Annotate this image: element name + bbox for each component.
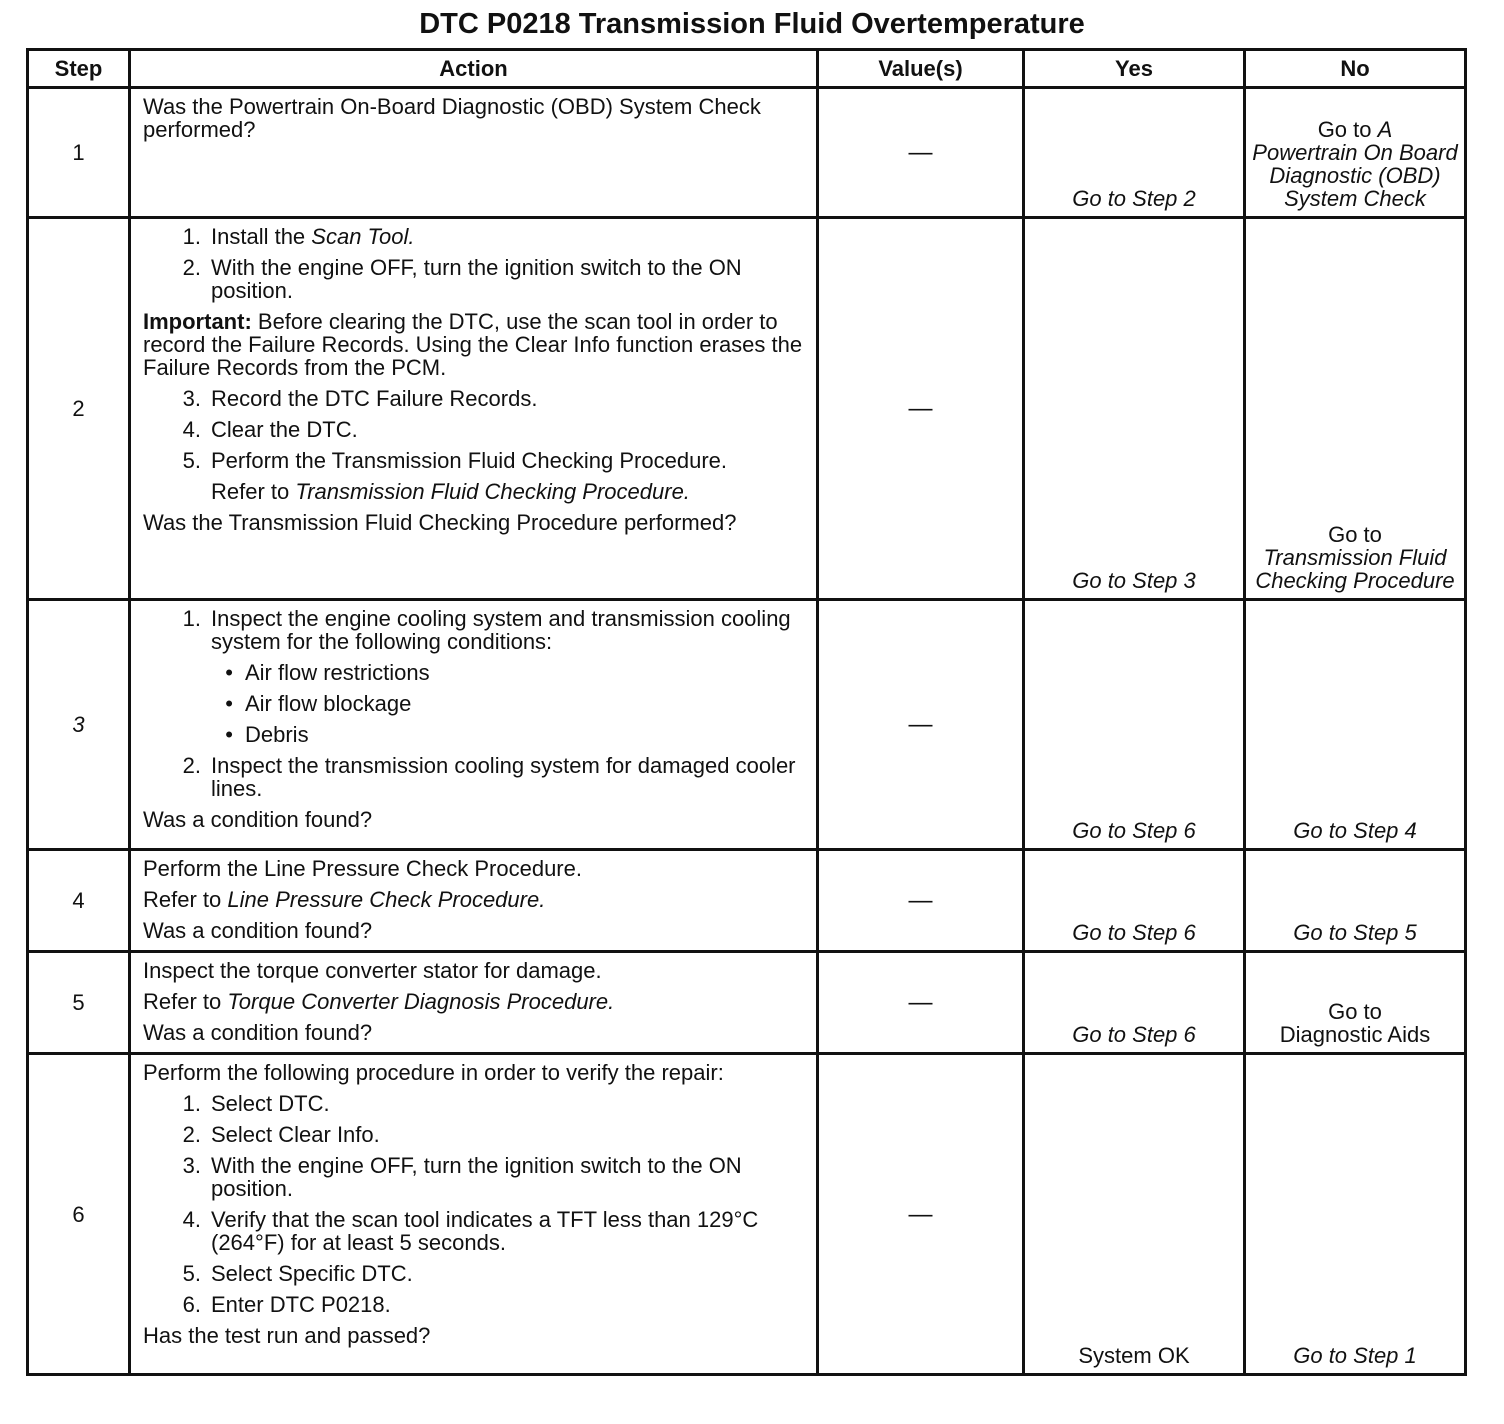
diagnostic-table bbox=[26, 48, 1467, 1376]
list-number: 1. bbox=[182, 606, 201, 631]
no-prefix: Go to bbox=[1317, 117, 1372, 142]
list-text: Enter DTC P0218. bbox=[211, 1292, 391, 1317]
bullet-icon: • bbox=[225, 660, 233, 685]
action-cell bbox=[130, 952, 818, 1054]
list-number: 5. bbox=[182, 448, 201, 473]
important-text: Before clearing the DTC, use the scan tool in order to record the Failure Records. Using the Clear Info function erases the Failure Records from the PCM. bbox=[143, 309, 803, 380]
table-row bbox=[28, 850, 1466, 952]
list-text: Install the bbox=[211, 224, 306, 249]
list-number: 2. bbox=[182, 1122, 201, 1147]
value-cell: — bbox=[818, 1054, 1024, 1375]
refer-text: Refer to bbox=[143, 989, 222, 1014]
reference-link[interactable]: Torque Converter Diagnosis Procedure. bbox=[227, 989, 615, 1014]
list-text: Select DTC. bbox=[211, 1091, 330, 1116]
refer-text: Refer to bbox=[211, 479, 290, 504]
list-number: 2. bbox=[182, 753, 201, 778]
bullet-icon: • bbox=[225, 691, 233, 716]
header-no: No bbox=[1245, 50, 1466, 88]
action-cell bbox=[130, 850, 818, 952]
no-link[interactable] bbox=[1245, 218, 1466, 600]
no-ref: Diagnostic Aids bbox=[1279, 1022, 1431, 1047]
bullet-text: Air flow restrictions bbox=[245, 660, 430, 685]
yes-link[interactable]: System OK bbox=[1024, 1054, 1245, 1375]
no-prefix: Go to bbox=[1328, 999, 1382, 1024]
no-link[interactable]: Go to Step 1 bbox=[1245, 1054, 1466, 1375]
no-ref: Powertrain On Board Diagnostic (OBD) System Check bbox=[1252, 140, 1458, 211]
header-step: Step bbox=[28, 50, 130, 88]
yes-link[interactable]: Go to Step 6 bbox=[1024, 600, 1245, 850]
no-link[interactable]: Go to Step 4 bbox=[1245, 600, 1466, 850]
list-number: 4. bbox=[182, 417, 201, 442]
list-number: 1. bbox=[182, 1091, 201, 1116]
list-text: Perform the Transmission Fluid Checking Procedure. bbox=[211, 448, 727, 473]
refer-text: Refer to bbox=[143, 887, 222, 912]
list-text: With the engine OFF, turn the ignition switch to the ON position. bbox=[211, 1153, 742, 1201]
important-label: Important: bbox=[143, 309, 252, 334]
step-number: 6 bbox=[28, 1054, 130, 1375]
list-text: With the engine OFF, turn the ignition switch to the ON position. bbox=[211, 255, 742, 303]
yes-link[interactable]: Go to Step 6 bbox=[1024, 952, 1245, 1054]
yes-link[interactable]: Go to Step 3 bbox=[1024, 218, 1245, 600]
yes-link[interactable]: Go to Step 6 bbox=[1024, 850, 1245, 952]
reference-link[interactable]: Line Pressure Check Procedure. bbox=[227, 887, 546, 912]
question-text: Was the Transmission Fluid Checking Procedure performed? bbox=[143, 510, 737, 535]
table-row bbox=[28, 88, 1466, 218]
no-ref-article: A bbox=[1377, 117, 1393, 142]
list-number: 6. bbox=[182, 1292, 201, 1317]
reference-link[interactable]: Scan Tool. bbox=[311, 224, 415, 249]
header-values: Value(s) bbox=[818, 50, 1024, 88]
table-row bbox=[28, 600, 1466, 850]
action-cell bbox=[130, 600, 818, 850]
action-text: Perform the Line Pressure Check Procedure. bbox=[143, 856, 582, 881]
question-text: Was the Powertrain On-Board Diagnostic (OBD) System Check performed? bbox=[143, 94, 761, 142]
action-cell bbox=[130, 88, 818, 218]
bullet-text: Debris bbox=[245, 722, 309, 747]
list-text: Select Clear Info. bbox=[211, 1122, 380, 1147]
list-text: Clear the DTC. bbox=[211, 417, 358, 442]
question-text: Was a condition found? bbox=[143, 807, 373, 832]
action-cell bbox=[130, 1054, 818, 1375]
action-text: Perform the following procedure in order to verify the repair: bbox=[143, 1060, 724, 1085]
page-title: DTC P0218 Transmission Fluid Overtemperature bbox=[419, 8, 1085, 40]
value-cell: — bbox=[818, 600, 1024, 850]
step-number: 5 bbox=[28, 952, 130, 1054]
list-number: 2. bbox=[182, 255, 201, 280]
no-prefix: Go to bbox=[1328, 522, 1382, 547]
list-text: Select Specific DTC. bbox=[211, 1261, 413, 1286]
bullet-icon: • bbox=[225, 722, 233, 747]
value-cell: — bbox=[818, 850, 1024, 952]
step-number: 2 bbox=[28, 218, 130, 600]
header-action: Action bbox=[130, 50, 818, 88]
value-cell: — bbox=[818, 88, 1024, 218]
list-number: 3. bbox=[182, 1153, 201, 1178]
yes-link[interactable]: Go to Step 2 bbox=[1024, 88, 1245, 218]
list-text: Inspect the engine cooling system and transmission cooling system for the following conditions: bbox=[211, 606, 791, 654]
reference-link[interactable]: Transmission Fluid Checking Procedure. bbox=[295, 479, 690, 504]
list-number: 4. bbox=[182, 1207, 201, 1232]
action-cell bbox=[130, 218, 818, 600]
no-link[interactable]: Go to Step 5 bbox=[1245, 850, 1466, 952]
list-number: 3. bbox=[182, 386, 201, 411]
bullet-text: Air flow blockage bbox=[245, 691, 412, 716]
question-text: Was a condition found? bbox=[143, 1020, 373, 1045]
table-row bbox=[28, 218, 1466, 600]
question-text: Has the test run and passed? bbox=[143, 1323, 431, 1348]
table-row bbox=[28, 952, 1466, 1054]
list-number: 5. bbox=[182, 1261, 201, 1286]
question-text: Was a condition found? bbox=[143, 918, 373, 943]
list-number: 1. bbox=[182, 224, 201, 249]
list-text: Inspect the transmission cooling system for damaged cooler lines. bbox=[211, 753, 796, 801]
header-row bbox=[28, 50, 1466, 88]
value-cell: — bbox=[818, 218, 1024, 600]
step-number: 3 bbox=[28, 600, 130, 850]
step-number: 4 bbox=[28, 850, 130, 952]
header-yes: Yes bbox=[1024, 50, 1245, 88]
action-text: Inspect the torque converter stator for damage. bbox=[143, 958, 602, 983]
list-text: Record the DTC Failure Records. bbox=[211, 386, 538, 411]
no-link[interactable] bbox=[1245, 88, 1466, 218]
no-ref: Transmission Fluid Checking Procedure bbox=[1255, 545, 1455, 593]
table-row bbox=[28, 1054, 1466, 1375]
list-text: Verify that the scan tool indicates a TFT less than 129°C (264°F) for at least 5 seconds. bbox=[211, 1207, 759, 1255]
step-number: 1 bbox=[28, 88, 130, 218]
value-cell: — bbox=[818, 952, 1024, 1054]
no-link[interactable] bbox=[1245, 952, 1466, 1054]
